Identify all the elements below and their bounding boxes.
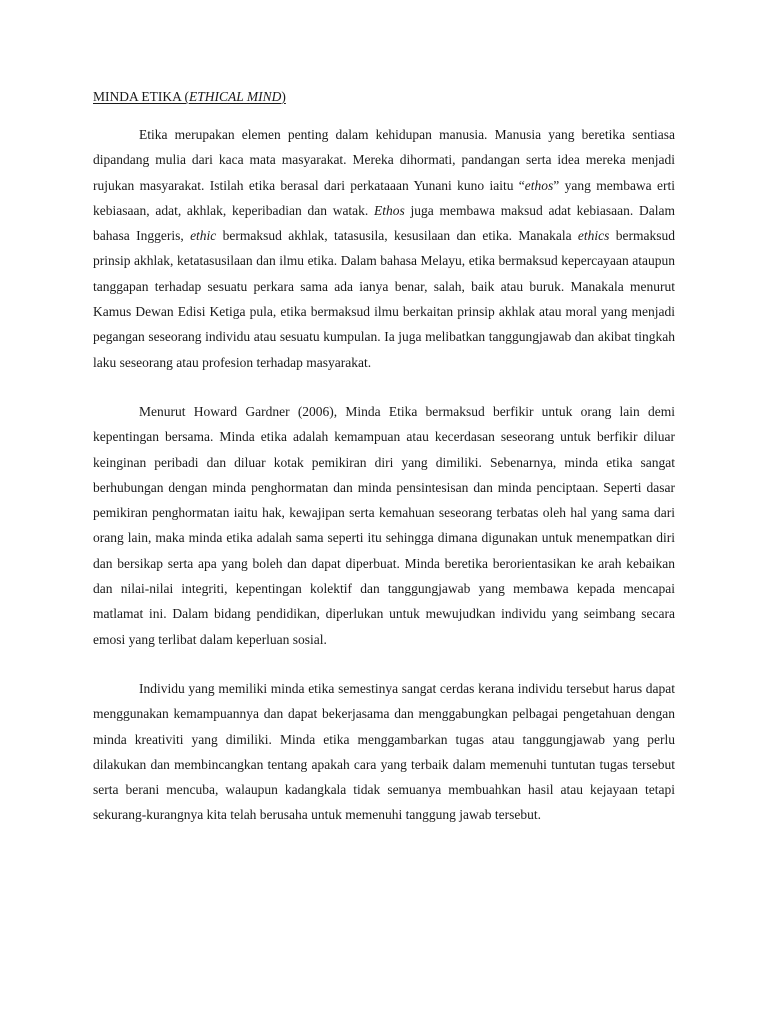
- document-page: [93, 84, 675, 828]
- text-segment: Etika merupakan elemen penting dalam kehidupan manusia. Manusia yang beretika sentiasa dipandang mulia dari kaca mata masyarakat. Mereka dihormati, pandangan serta idea mereka menjadi rujukan masyarakat. Istilah etika berasal dari perkataaan Yunani kuno iaitu “: [93, 127, 675, 193]
- document-title: [93, 84, 675, 109]
- text-segment: Individu yang memiliki minda etika semestinya sangat cerdas kerana individu tersebut harus dapat menggunakan kemampuannya dan dapat bekerjasama dan menggabungkan pelbagai pengetahuan dengan minda kreativiti yang dimiliki. Minda etika menggambarkan tugas atau tanggungjawab yang perlu dilakukan dan membincangkan tentang apakah cara yang terbaik dalam memenuhi tuntutan tugas tersebut serta berani mencuba, walaupun kadangkala tidak semuanya membuahkan hasil atau kejayaan tetapi sekurang-kurangnya kita telah berusaha untuk memenuhi tanggung jawab tersebut.: [93, 680, 675, 823]
- paragraph-2: [93, 399, 675, 652]
- text-segment-italic: ethos: [524, 177, 554, 193]
- paragraph-3: [93, 676, 675, 828]
- text-segment: ” yang membawa erti kebiasaan, adat, akhlak, keperibadian dan watak.: [93, 177, 675, 218]
- text-segment: bermaksud prinsip akhlak, ketatasusilaan dan ilmu etika. Dalam bahasa Melayu, etika bermaksud kepercayaan ataupun tanggapan terhadap sesuatu perkara sama ada ianya benar, salah, baik atau buruk. Manakala menurut Kamus Dewan Edisi Ketiga pula, etika bermaksud ilmu berkaitan prinsip akhlak atau moral yang menjadi pegangan seseorang individu atau sesuatu kumpulan. Ia juga melibatkan tanggungjawab dan akibat tingkah laku seseorang atau profesion terhadap masyarakat.: [93, 228, 676, 370]
- title-prefix: MINDA ETIKA (: [93, 89, 189, 104]
- text-segment: Menurut Howard Gardner (2006), Minda Etika bermaksud berfikir untuk orang lain demi kepentingan bersama. Minda etika adalah kemampuan atau kecerdasan seseorang untuk berfikir diluar keinginan peribadi dan diluar kotak pemikiran diri yang dimiliki. Sebenarnya, minda etika sangat berhubungan dengan minda penghormatan dan minda pensintesisan dan minda penciptaan. Seperti dasar pemikiran penghormatan iaitu hak, kewajipan serta kemahuan seseorang terbatas oleh hal yang sama dari orang lain, maka minda etika adalah sama seperti itu sehingga dimana digunakan untuk menempatkan diri dan bersikap serta apa yang boleh dan dapat diperbuat. Minda beretika berorientasikan ke arah kebaikan dan nilai-nilai integriti, kepentingan kolektif dan tanggungjawab yang membawa kepada mencapai matlamat ini. Dalam bidang pendidikan, diperlukan untuk mewujudkan individu yang seimbang secara emosi yang terlibat dalam keperluan sosial.: [93, 403, 675, 647]
- title-underlined: [93, 89, 286, 104]
- text-segment-italic: ethics: [577, 228, 610, 244]
- text-segment: bermaksud akhlak, tatasusila, kesusilaan dan etika. Manakala: [216, 228, 578, 244]
- title-suffix: ): [281, 89, 286, 104]
- paragraph-1: [93, 122, 675, 375]
- title-italic: ETHICAL MIND: [189, 89, 282, 104]
- text-segment-italic: Ethos: [374, 202, 405, 218]
- text-segment-italic: ethic: [190, 228, 217, 244]
- text-segment: juga membawa maksud adat kebiasaan. Dalam bahasa Inggeris,: [93, 202, 675, 244]
